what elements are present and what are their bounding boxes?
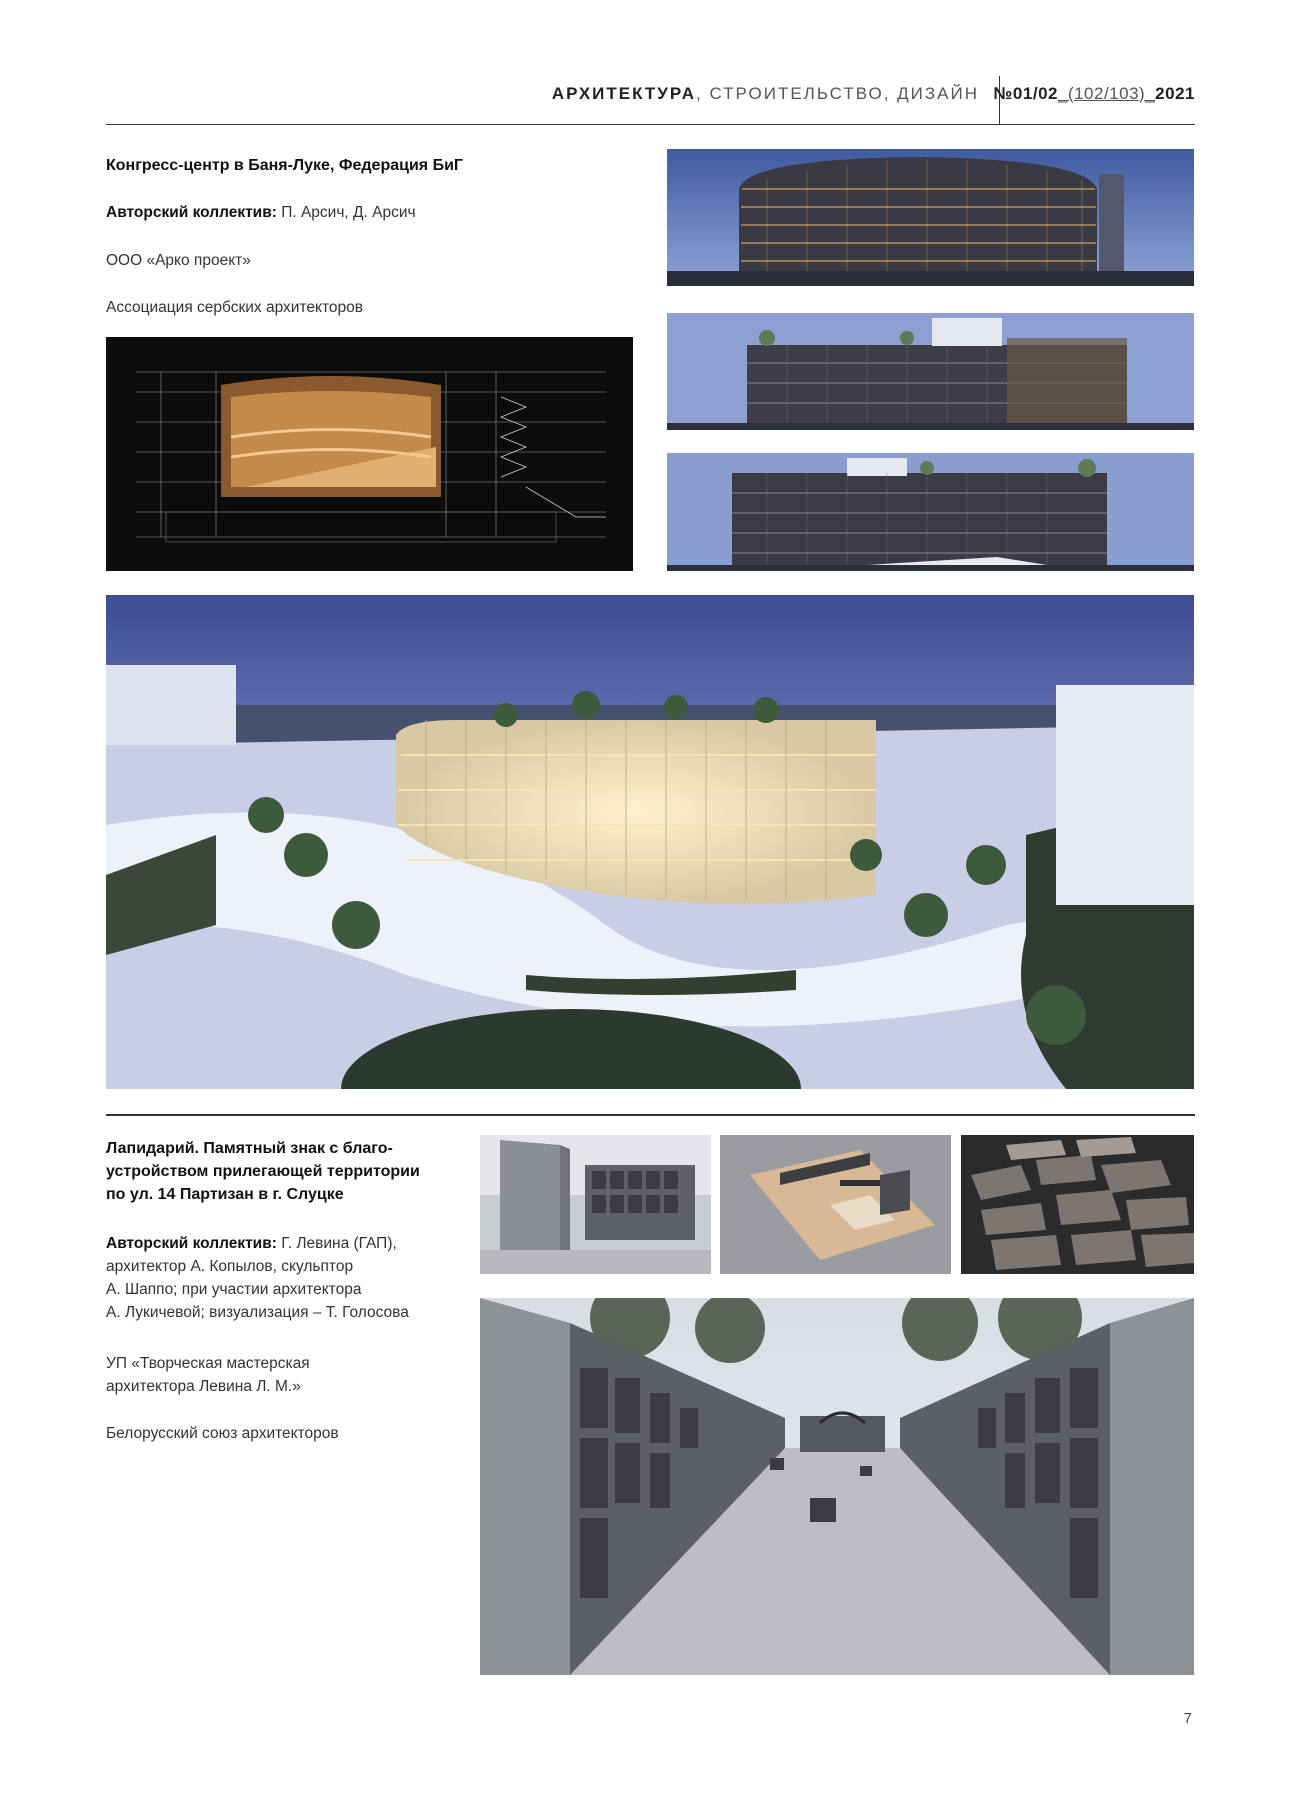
project1-association: Ассоциация сербских архитекторов: [106, 299, 363, 316]
memorial-walls-image: [480, 1135, 711, 1274]
issue-mid: _(102/103)_: [1057, 84, 1156, 103]
elevation-image-1: [667, 149, 1194, 286]
issue-number: [993, 84, 1195, 104]
elevation-image-3: [667, 453, 1194, 571]
project2-title-line3: по ул. 14 Партизан в г. Слуцке: [106, 1186, 344, 1203]
project2-company-line1: УП «Творческая мастерская: [106, 1355, 310, 1372]
project1-authors: [106, 201, 416, 224]
magazine-title-rest: , СТРОИТЕЛЬСТВО, ДИЗАЙН: [696, 84, 979, 103]
magazine-title: [552, 84, 979, 104]
project2-title: [106, 1137, 420, 1206]
elevation-image-2: [667, 313, 1194, 430]
aerial-rendering-image: [106, 595, 1194, 1089]
project2-title-line1: Лапидарий. Памятный знак с благо-: [106, 1140, 393, 1157]
project1-title: Конгресс-центр в Баня-Луке, Федерация БиГ: [106, 157, 463, 174]
magazine-title-strong: АРХИТЕКТУРА: [551, 84, 696, 103]
project2-authors-line2: архитектор А. Копылов, скульптор: [106, 1258, 354, 1275]
memorial-model-image: [720, 1135, 951, 1274]
section-drawing-image: [106, 337, 633, 571]
project2-authors-line1: Г. Левина (ГАП),: [276, 1235, 397, 1252]
project1-company: ООО «Арко проект»: [106, 252, 251, 269]
issue-main: №01/02: [993, 84, 1058, 103]
project2-authors-label: Авторский коллектив:: [106, 1235, 277, 1252]
page-header: [106, 80, 1195, 125]
project1-authors-label: Авторский коллектив:: [106, 204, 277, 221]
page-number: 7: [1183, 1710, 1192, 1727]
memorial-corridor-image: [480, 1298, 1194, 1675]
project2-company-line2: архитектора Левина Л. М.»: [106, 1378, 301, 1395]
project2-authors-line4: А. Лукичевой; визуализация – Т. Голосова: [106, 1304, 409, 1321]
section-divider: [106, 1114, 1195, 1116]
project2-association: Белорусский союз архитекторов: [106, 1425, 339, 1442]
project1-authors-names: П. Арсич, Д. Арсич: [276, 204, 416, 221]
project2-company: [106, 1352, 310, 1398]
project2-title-line2: устройством прилегающей территории: [106, 1163, 420, 1180]
issue-year: 2021: [1155, 84, 1195, 103]
project2-authors-line3: А. Шаппо; при участии архитектора: [106, 1281, 362, 1298]
memorial-stones-image: [961, 1135, 1194, 1274]
project2-authors: [106, 1232, 409, 1324]
